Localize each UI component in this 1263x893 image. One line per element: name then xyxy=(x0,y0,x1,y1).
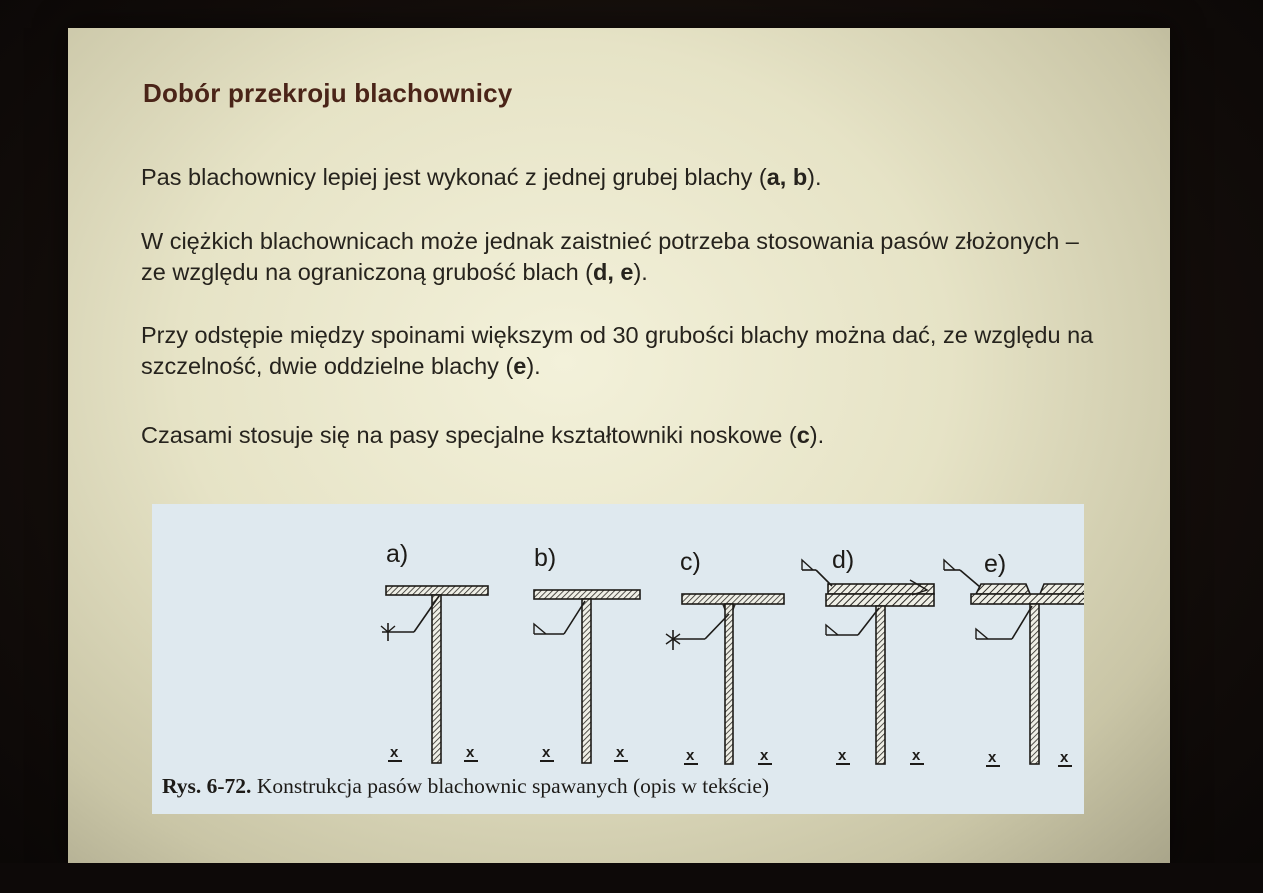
axis-x-left-a: x xyxy=(388,745,402,762)
axis-x-right-a: x xyxy=(464,745,478,762)
slide-title: Dobór przekroju blachownicy xyxy=(143,78,513,108)
axis-x-right-e: x xyxy=(1058,750,1072,767)
bottom-dark-strip xyxy=(0,863,1263,893)
section-c xyxy=(666,594,784,764)
panel-label-e: e) xyxy=(984,550,1007,578)
paragraph-1-ref: a, b xyxy=(766,164,808,190)
paragraph-2-text: W ciężkich blachownicach może jednak zaistnieć potrzeba stosowania pasów złożonych – ze względu na ograniczoną grubość blach ( xyxy=(141,228,1079,285)
paragraph-2-end: ). xyxy=(633,259,648,285)
paragraph-2 xyxy=(141,226,1101,288)
section-d xyxy=(802,560,934,764)
figure-caption xyxy=(162,774,769,799)
caption-number: Rys. 6-72. xyxy=(162,774,252,798)
paragraph-2-ref: d, e xyxy=(593,259,634,285)
panel-label-c: c) xyxy=(680,548,701,576)
axis-x-right-c: x xyxy=(758,748,772,765)
axis-x-right-d: x xyxy=(910,748,924,765)
presentation-slide xyxy=(68,28,1170,863)
paragraph-4 xyxy=(141,420,1101,451)
figure-6-72 xyxy=(152,504,1084,814)
panel-label-d: d) xyxy=(832,546,855,574)
paragraph-3-end: ). xyxy=(526,353,541,379)
panel-label-b: b) xyxy=(534,544,557,572)
axis-x-left-d: x xyxy=(836,748,850,765)
section-e xyxy=(944,560,1084,764)
axis-x-right-b: x xyxy=(614,745,628,762)
panel-label-a: a) xyxy=(386,540,409,568)
axis-x-left-e: x xyxy=(986,750,1000,767)
section-b xyxy=(534,590,640,763)
paragraph-3-text: Przy odstępie między spoinami większym od 30 grubości blachy można dać, ze względu na szczelność, dwie oddzielne blachy ( xyxy=(141,322,1094,379)
paragraph-4-end: ). xyxy=(809,422,825,448)
paragraph-1-end: ). xyxy=(807,164,822,190)
paragraph-3 xyxy=(141,320,1101,382)
paragraph-4-text: Czasami stosuje się na pasy specjalne kształtowniki noskowe ( xyxy=(141,422,797,448)
paragraph-1-text: Pas blachownicy lepiej jest wykonać z jednej grubej blachy ( xyxy=(141,164,767,190)
cross-sections-drawing xyxy=(152,504,1084,814)
axis-x-left-c: x xyxy=(684,748,698,765)
caption-text: Konstrukcja pasów blachownic spawanych (opis w tekście) xyxy=(251,774,770,798)
paragraph-1 xyxy=(141,162,1101,193)
axis-x-left-b: x xyxy=(540,745,554,762)
section-a xyxy=(381,586,488,763)
paragraph-3-ref: e xyxy=(513,353,527,379)
paragraph-4-ref: c xyxy=(796,422,810,448)
